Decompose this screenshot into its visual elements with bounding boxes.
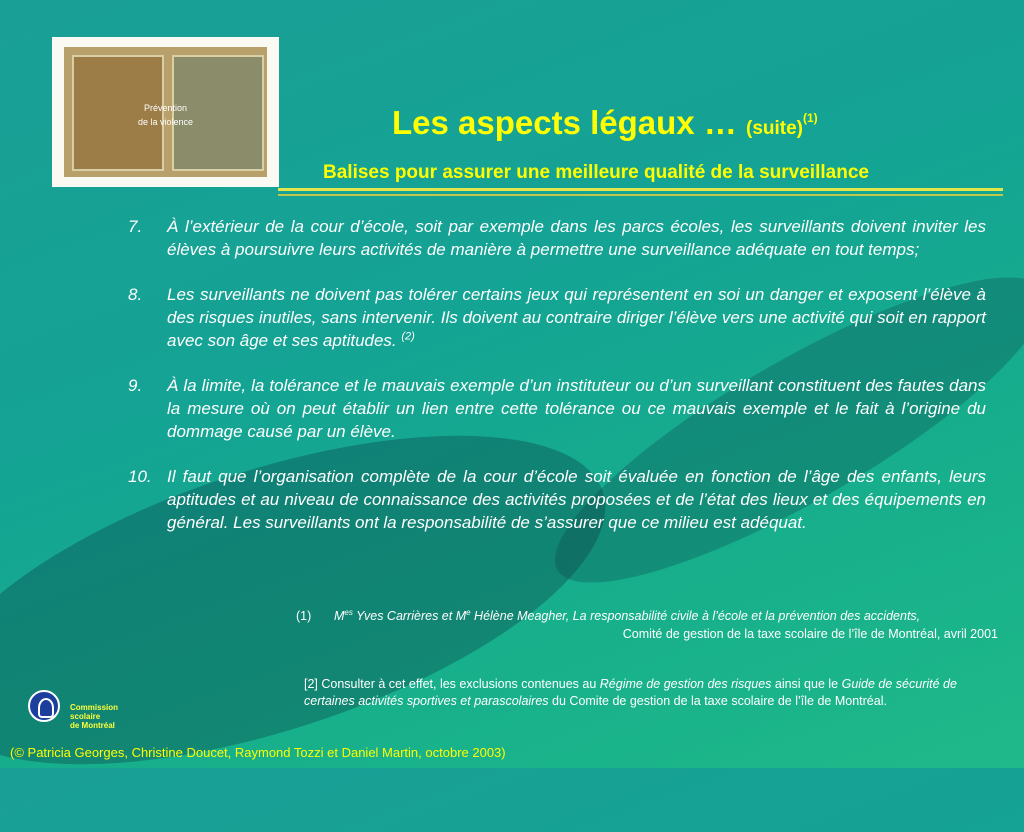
divider-line-secondary	[278, 194, 1003, 196]
footnote-source: Hélène Meagher, La responsabilité civile à l’école et la prévention des accidents,	[470, 609, 921, 623]
footnote-1-line1	[296, 607, 998, 625]
item-number: 9.	[128, 376, 143, 395]
footnote-2-text: [2] Consulter à cet effet, les exclusions contenues au	[304, 677, 600, 691]
page-subtitle: Balises pour assurer une meilleure qualité de la surveillance	[323, 162, 869, 183]
item-number: 10.	[128, 467, 152, 486]
footnote-2-text-3: du Comite de gestion de la taxe scolaire de l’île de Montréal.	[548, 694, 887, 708]
school-board-line3: de Montréal	[70, 721, 115, 730]
page-title	[392, 104, 818, 142]
footnote-title-sup: es	[344, 607, 353, 617]
divider-line	[278, 188, 1003, 191]
school-board-line2: scolaire	[70, 712, 101, 721]
item-number: 8.	[128, 285, 143, 304]
prevention-violence-logo	[52, 37, 279, 187]
logo-caption-line2: de la violence	[138, 117, 194, 127]
title-reference: (1)	[803, 111, 818, 125]
logo-caption	[138, 101, 193, 129]
footnote-2-guide-title: Guide de sécurité de certaines activités sportives et parascolaires	[304, 677, 957, 708]
logo-caption-line1: Prévention	[144, 103, 188, 113]
footnote-2-ref-title: Régime de gestion des risques	[599, 677, 772, 691]
title-suite: (suite)	[746, 118, 803, 139]
item-text: À la limite, la tolérance et le mauvais exemple d’un instituteur ou d’un surveillant constituent des fautes dans la mesure où on peut établir un lien entre cette tolérance ou ce mauvais exemple et le fait à l’origine du dommage causé par un élève.	[167, 376, 986, 441]
logo-frame	[64, 47, 267, 177]
item-number: 7.	[128, 217, 143, 236]
footnote-1-line2: Comité de gestion de la taxe scolaire de l’île de Montréal, avril 2001	[622, 627, 998, 641]
list-item	[128, 283, 986, 352]
footnote-names: Yves Carrières et M	[352, 609, 467, 623]
school-board-name	[70, 703, 118, 730]
guideline-list	[128, 215, 986, 556]
copyright-notice: (© Patricia Georges, Christine Doucet, Raymond Tozzi et Daniel Martin, octobre 2003)	[10, 745, 506, 760]
list-item	[128, 465, 986, 534]
list-item	[128, 374, 986, 443]
footnote-2-text-2: ainsi que le	[771, 677, 842, 691]
item-text: À l’extérieur de la cour d’école, soit par exemple dans les parcs écoles, les surveillants doivent inviter les élèves à poursuivre leurs activités de manière à permettre une surveillance adéquate en tout temps;	[167, 217, 986, 259]
footnote-marker: (1)	[296, 609, 312, 623]
item-reference: (2)	[401, 330, 415, 343]
footnote-1	[296, 607, 998, 643]
title-main: Les aspects légaux …	[392, 104, 746, 141]
footnote-2	[304, 676, 984, 710]
item-text-wrapper	[167, 283, 986, 352]
footnote-title: M	[334, 609, 345, 623]
list-item	[128, 215, 986, 261]
school-board-emblem-icon	[28, 690, 60, 722]
footnote-title-sup-2: e	[466, 607, 471, 617]
school-board-line1: Commission	[70, 703, 119, 712]
item-text: Les surveillants ne doivent pas tolérer certains jeux qui représentent en soi un danger et exposent l’élève à des risques inutiles, sans intervenir. Ils doivent au contraire diriger l’élève vers une activité qui soit en rapport avec son âge et ses aptitudes.	[167, 285, 986, 350]
item-text: Il faut que l’organisation complète de la cour d’école soit évaluée en fonction de l’âge des enfants, leurs aptitudes et au niveau de connaissance des activités proposées et de l’état des lieux et des équipements en général. Les surveillants ont la responsabilité de s’assurer que ce milieu est adéquat.	[167, 467, 986, 532]
